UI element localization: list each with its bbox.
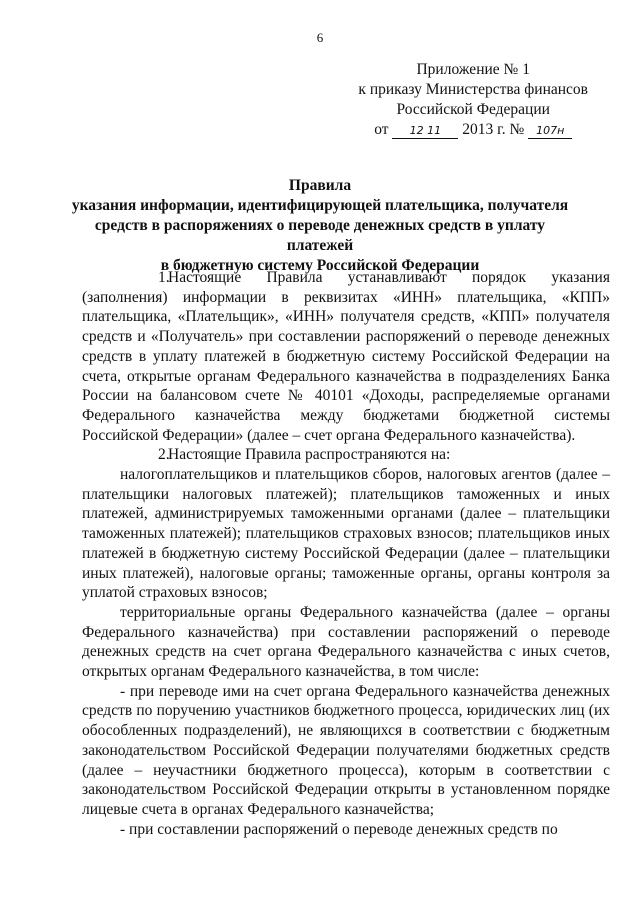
paragraph-text: Настоящие Правила устанавливают порядок указания (заполнения) информации в реквизитах «ИНН» плательщика, «КПП» плательщика, «Плательщик», «ИНН» получателя средств, «КПП» получателя средств и «Получатель» при составлении распоряжений о переводе денежных средств в уплату платежей в бюджетную систему Российской Федерации на счета, открытые органам Федерального казначейства в подразделениях Банка России на балансовом счете № 40101 «Доходы, распределяемые органами Федерального казначейства между бюджетами бюджетной системы Российской Федерации» (далее – счет органа Федерального казначейства). bbox=[82, 269, 610, 444]
page-number: 6 bbox=[316, 30, 324, 45]
title-line: Правила bbox=[288, 177, 352, 194]
paragraph bbox=[82, 268, 610, 445]
title-line: в бюджетную систему Российской Федерации bbox=[160, 257, 480, 274]
appendix-date-line bbox=[358, 120, 588, 140]
paragraph-text: Настоящие Правила распространяются на: bbox=[168, 446, 451, 464]
paragraph: налогоплательщиков и плательщиков сборов, налоговых агентов (далее – плательщики налоговых платежей); плательщиков таможенных и иных платежей, администрируемых таможенными органами (далее – плательщики таможенных платежей); плательщиков страховых взносов; плательщиков иных платежей в бюджетную систему Российской Федерации (далее – плательщики иных платежей), налоговые органы; таможенные органы, органы контроля за уплатой страховых взносов; bbox=[82, 466, 610, 602]
appendix-title: Приложение № 1 bbox=[416, 61, 530, 78]
document-title bbox=[60, 176, 580, 276]
paragraph-number: 2. bbox=[158, 446, 170, 464]
date-prefix: от bbox=[374, 121, 389, 138]
title-line: указания информации, идентифицирующей плательщика, получателя bbox=[71, 197, 569, 214]
title-line: средств в распоряжениях о переводе денежных средств в уплату платежей bbox=[94, 217, 546, 254]
handwritten-order-number: 107н bbox=[528, 124, 572, 139]
appendix-order-ref: к приказу Министерства финансов bbox=[358, 81, 588, 98]
order-year: 2013 г. № bbox=[462, 121, 525, 138]
paragraph-number: 1. bbox=[158, 269, 170, 286]
paragraph: территориальные органы Федерального казначейства (далее – органы Федерального казначейства) при составлении распоряжений о переводе денежных средств на счет органа Федерального казначейства с иных счетов, открытых органам Федерального казначейства, в том числе: bbox=[82, 603, 610, 681]
appendix-country: Российской Федерации bbox=[396, 101, 550, 118]
paragraph bbox=[82, 445, 610, 465]
paragraph: - при составлении распоряжений о переводе денежных средств по bbox=[120, 820, 558, 838]
document-body bbox=[82, 268, 610, 839]
paragraph: - при переводе ими на счет органа Федерального казначейства денежных средств по поручению участников бюджетного процесса, юридических лиц (их обособленных подразделений), не являющихся в соответствии с бюджетным законодательством Российской Федерации получателями бюджетных средств (далее – неучастники бюджетного процесса), которым в соответствии с законодательством Российской Федерации открыты в установленном порядке лицевые счета в органах Федерального казначейства; bbox=[82, 682, 610, 818]
handwritten-date: 12 11 bbox=[392, 124, 458, 139]
appendix-header bbox=[358, 60, 588, 140]
